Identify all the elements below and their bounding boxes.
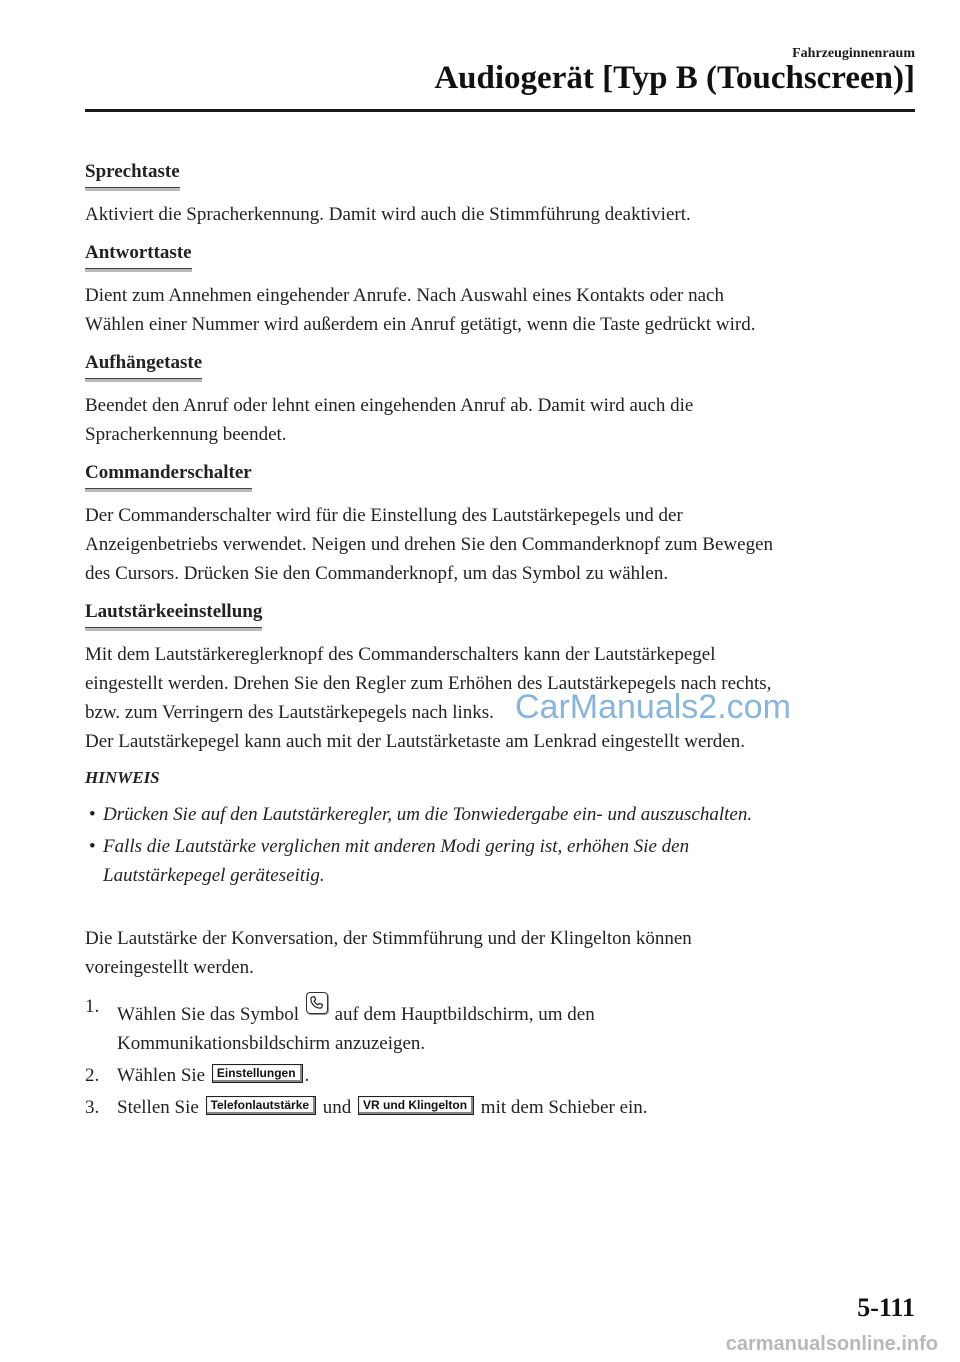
phone-icon <box>306 992 328 1014</box>
step-number: 1. <box>85 996 100 1017</box>
step-text: auf dem Hauptbildschirm, um den <box>334 1004 595 1025</box>
text-line: Dient zum Annehmen eingehender Anrufe. Nach Auswahl eines Kontakts oder nach <box>85 285 724 306</box>
note-list <box>85 800 915 890</box>
step-text: . <box>304 1065 310 1086</box>
intro-paragraph <box>85 924 915 982</box>
term-heading: Sprechtaste <box>85 160 180 188</box>
vr-und-klingelton-button: VR und Klingelton <box>358 1096 474 1115</box>
bullet-marker: • <box>89 804 96 825</box>
step-item <box>85 992 915 1058</box>
step-list <box>85 992 915 1122</box>
header-divider <box>85 109 915 112</box>
page-title: Audiogerät [Typ B (Touchscreen)] <box>434 60 915 96</box>
term-heading: Aufhängetaste <box>85 351 202 379</box>
watermark-footer: carmanualsonline.info <box>725 1333 938 1355</box>
page-number: 5-111 <box>857 1293 915 1322</box>
step-text: Wählen Sie <box>117 1065 206 1086</box>
term-description <box>85 281 915 339</box>
text-line: Anzeigenbetriebs verwendet. Neigen und drehen Sie den Commanderknopf zum Bewegen <box>85 534 773 555</box>
term-antworttaste <box>85 241 915 339</box>
step-text: Stellen Sie <box>117 1097 199 1118</box>
term-heading: Lautstärkeeinstellung <box>85 600 262 628</box>
text-line: des Cursors. Drücken Sie den Commanderknopf, um das Symbol zu wählen. <box>85 563 669 584</box>
term-aufhaengetaste <box>85 351 915 449</box>
term-description <box>85 391 915 449</box>
term-commanderschalter <box>85 461 915 588</box>
step-number: 2. <box>85 1065 100 1086</box>
text-line: Der Commanderschalter wird für die Einstellung des Lautstärkepegels und der <box>85 505 683 526</box>
watermark-overlay: CarManuals2.com <box>515 688 791 726</box>
note-text: Lautstärkepegel geräteseitig. <box>103 865 325 886</box>
term-heading: Antworttaste <box>85 241 192 269</box>
term-lautstaerkeeinstellung <box>85 600 915 756</box>
step-item <box>85 1061 915 1090</box>
telefonlautstaerke-button: Telefonlautstärke <box>206 1096 316 1115</box>
text-line: Die Lautstärke der Konversation, der Stimmführung und der Klingelton können <box>85 928 692 949</box>
term-sprechtaste <box>85 160 915 229</box>
note-text: Falls die Lautstärke verglichen mit anderen Modi gering ist, erhöhen Sie den <box>103 836 690 857</box>
text-line: Der Lautstärkepegel kann auch mit der Lautstärketaste am Lenkrad eingestellt werden. <box>85 731 745 752</box>
text-line: eingestellt werden. Drehen Sie den Regler zum Erhöhen des Lautstärkepegels nach rechts, <box>85 673 772 694</box>
step-text: mit dem Schieber ein. <box>480 1097 648 1118</box>
main-content <box>85 160 915 1125</box>
term-description <box>85 501 915 588</box>
text-line: voreingestellt werden. <box>85 957 254 978</box>
text-line: bzw. zum Verringern des Lautstärkepegels nach links. <box>85 702 494 723</box>
note-title: HINWEIS <box>85 768 160 787</box>
einstellungen-button: Einstellungen <box>212 1064 303 1083</box>
text-line: Spracherkennung beendet. <box>85 424 287 445</box>
text-line: Mit dem Lautstärkereglerknopf des Commanderschalters kann der Lautstärkepegel <box>85 644 716 665</box>
text-line: Beendet den Anruf oder lehnt einen eingehenden Anruf ab. Damit wird auch die <box>85 395 694 416</box>
text-line: Aktiviert die Spracherkennung. Damit wird auch die Stimmführung deaktiviert. <box>85 204 691 225</box>
step-text: Wählen Sie das Symbol <box>117 1004 300 1025</box>
section-label: Fahrzeuginnenraum <box>792 46 915 61</box>
bullet-marker: • <box>89 836 96 857</box>
step-text: und <box>322 1097 352 1118</box>
term-heading: Commanderschalter <box>85 461 252 489</box>
note-item <box>85 800 915 829</box>
step-number: 3. <box>85 1097 100 1118</box>
step-text: Kommunikationsbildschirm anzuzeigen. <box>117 1033 426 1054</box>
step-item <box>85 1093 915 1122</box>
text-line: Wählen einer Nummer wird außerdem ein Anruf getätigt, wenn die Taste gedrückt wird. <box>85 314 756 335</box>
note-text: Drücken Sie auf den Lautstärkeregler, um die Tonwiedergabe ein- und auszuschalten. <box>103 804 753 825</box>
note-item <box>85 832 915 890</box>
term-description <box>85 200 915 229</box>
